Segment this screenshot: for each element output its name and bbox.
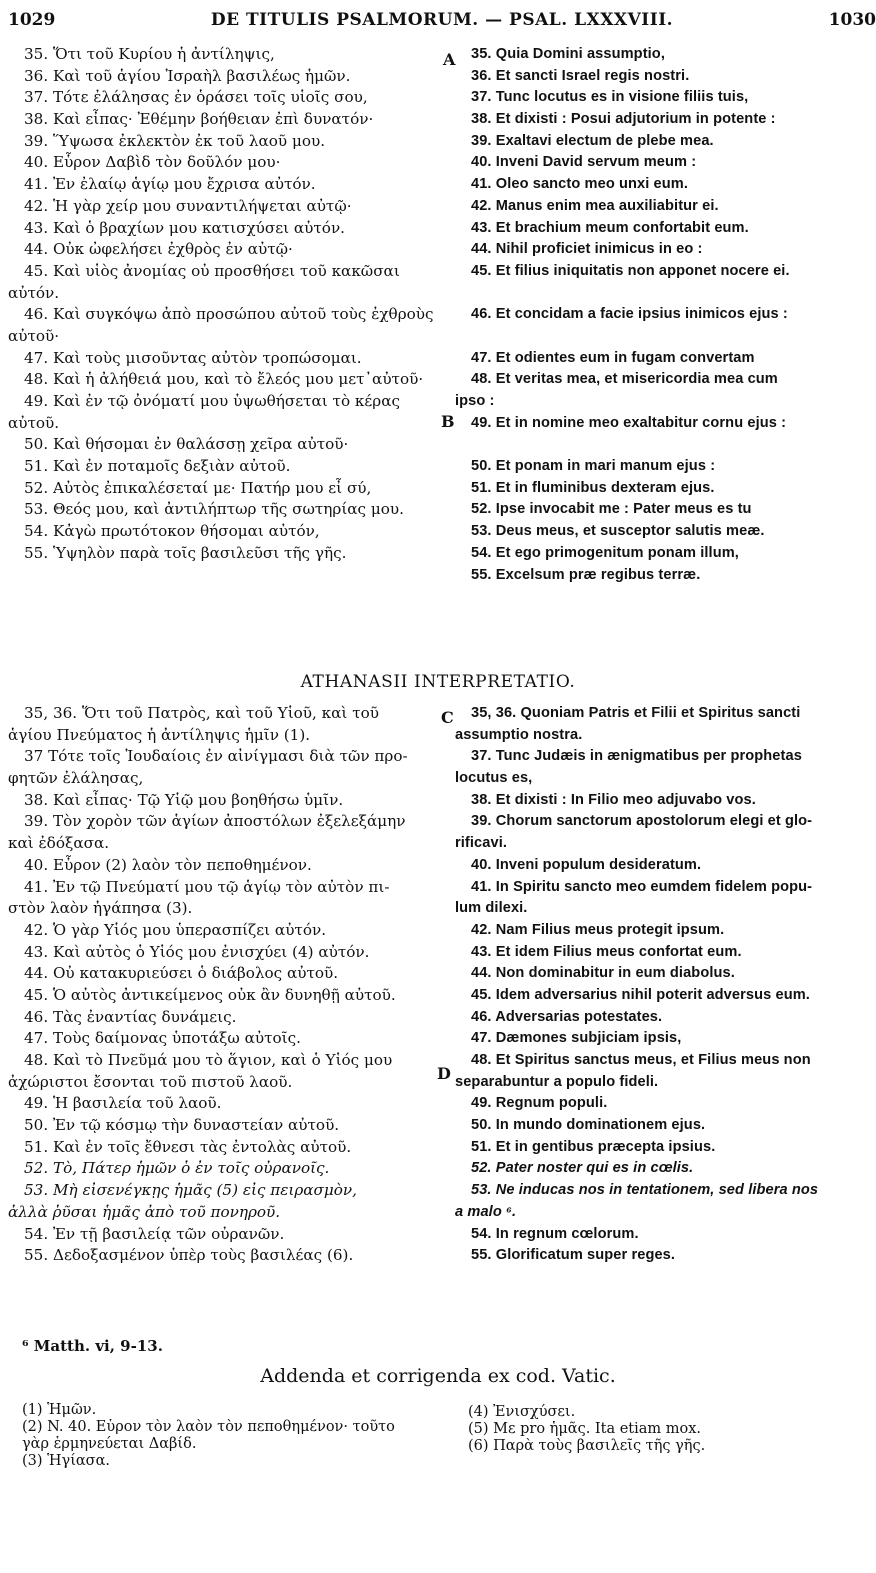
text-line: (3) Ἡγίασα. (22, 1453, 110, 1469)
text-line: 47. Dæmones subjiciam ipsis, (471, 1030, 682, 1047)
text-line: ἀλλὰ ῥῦσαι ἡμᾶς ἀπὸ τοῦ πονηροῦ. (8, 1202, 281, 1221)
page-number-right: 1030 (828, 10, 876, 30)
text-line: 35, 36. Ὅτι τοῦ Πατρὸς, καὶ τοῦ Υἱοῦ, καὶ τοῦ (24, 704, 379, 722)
text-line: 42. Nam Filius meus protegit ipsum. (471, 921, 725, 938)
text-line: 55. Ὑψηλὸν παρὰ τοῖς βασιλεῦσι τῆς γῆς. (24, 543, 347, 562)
text-line: 51. Et in gentibus præcepta ipsius. (471, 1138, 716, 1155)
text-line: 47. Et odientes eum in fugam convertam (471, 349, 755, 366)
text-line: 52. Αὐτὸς ἐπικαλέσεταί με· Πατήρ μου εἶ σύ, (24, 478, 372, 497)
text-line: 51. Καὶ ἐν ποταμοῖς δεξιὰν αὐτοῦ. (24, 457, 291, 476)
text-line: αὐτοῦ. (8, 413, 60, 432)
section-heading: ATHANASII INTERPRETATIO. (300, 672, 576, 692)
text-line (455, 434, 874, 456)
text-line: a malo ⁶. (455, 1203, 517, 1220)
text-line: 42. Ὁ γὰρ Υἱός μου ὑπερασπίζει αὐτόν. (24, 920, 327, 939)
text-line: 54. Κἀγὼ πρωτότοκον θήσομαι αὐτόν, (24, 522, 320, 541)
text-line: 53. Μὴ εἰσενέγκῃς ἡμᾶς (5) εἰς πειρασμὸν, (24, 1181, 357, 1200)
text-line: 43. Et brachium meum confortabit eum. (471, 219, 749, 236)
text-line: 40. Inveni David servum meum : (471, 154, 697, 171)
addenda-right-column (468, 1404, 868, 1455)
text-line: 55. Δεδοξασμένον ὑπὲρ τοὺς βασιλέας (6). (24, 1246, 354, 1265)
addenda-left-column (22, 1402, 442, 1470)
text-line: 37 Τότε τοῖς Ἰουδαίοις ἐν αἰνίγμασι διὰ τῶν προ- (24, 747, 408, 766)
text-line: 49. Regnum populi. (471, 1095, 608, 1112)
text-line: 45. Idem adversarius nihil poterit adversus eum. (471, 986, 810, 1003)
text-line: 50. Ἐν τῷ κόσμῳ τὴν δυναστείαν αὐτοῦ. (24, 1116, 340, 1135)
text-line: ἁγίου Πνεύματος ἡ ἀντίληψις ἡμῖν (1). (8, 725, 311, 744)
text-line: 44. Nihil proficiet inimicus in eo : (471, 241, 703, 258)
text-line: 51. Et in fluminibus dexteram ejus. (471, 479, 715, 496)
text-line: 55. Glorificatum super reges. (471, 1247, 676, 1264)
text-line: αὐτόν. (8, 283, 60, 302)
text-line: 43. Καὶ ὁ βραχίων μου κατισχύσει αὐτόν. (24, 218, 345, 237)
text-line: 48. Καὶ τὸ Πνεῦμά μου τὸ ἅγιον, καὶ ὁ Υἱός μου (24, 1051, 393, 1069)
text-line: 51. Καὶ ἐν τοῖς ἔθνεσι τὰς ἐντολὰς αὐτοῦ. (24, 1137, 352, 1156)
text-line: 50. In mundo dominationem ejus. (471, 1117, 706, 1134)
text-line: 52. Pater noster qui es in cœlis. (471, 1160, 694, 1177)
text-line: 41. In Spiritu sancto meo eumdem fidelem popu- (471, 878, 813, 895)
text-line: 37. Tunc Judæis in ænigmatibus per prophetas (471, 748, 802, 765)
text-line: 35. Ὅτι τοῦ Κυρίου ἡ ἀντίληψις, (24, 45, 275, 63)
text-line: 43. Καὶ αὐτὸς ὁ Υἱός μου ἐνισχύει (4) αὐτόν. (24, 942, 370, 961)
text-line: 38. Et dixisti : Posui adjutorium in potente : (471, 111, 776, 128)
text-line: 40. Εὗρον Δαβὶδ τὸν δοῦλόν μου· (24, 153, 281, 172)
text-line: αὐτοῦ· (8, 326, 60, 345)
text-line: 53. Θεός μου, καὶ ἀντιλήπτωρ τῆς σωτηρίας μου. (24, 500, 404, 519)
text-line: 44. Οὐκ ὠφελήσει ἐχθρὸς ἐν αὐτῷ· (24, 240, 293, 259)
text-line: 54. Et ego primogenitum ponam illum, (471, 544, 739, 561)
text-line: 40. Inveni populum desideratum. (471, 856, 702, 873)
text-line: (5) Με pro ἡμᾶς. Ita etiam mox. (468, 1421, 702, 1437)
text-line: 52. Ipse invocabit me : Pater meus es tu (471, 501, 752, 518)
text-line: 43. Et idem Filius meus confortat eum. (471, 943, 742, 960)
text-line: 48. Et veritas mea, et misericordia mea cum (471, 371, 778, 388)
text-line: 41. Ἐν ἐλαίῳ ἁγίῳ μου ἔχρισα αὐτόν. (24, 175, 316, 194)
text-line: 44. Οὐ κατακυριεύσει ὁ διάβολος αὐτοῦ. (24, 964, 339, 983)
text-line: 37. Tunc locutus es in visione filiis tuis, (471, 89, 749, 106)
text-line (455, 326, 874, 348)
text-line: 54. Ἐν τῇ βασιλείᾳ τῶν οὐρανῶν. (24, 1224, 285, 1243)
text-line: 46. Καὶ συγκόψω ἀπὸ προσώπου αὐτοῦ τοὺς ἐχθροὺς (24, 305, 434, 324)
text-line: (4) Ἐνισχύσει. (468, 1404, 576, 1420)
greek-column (8, 44, 440, 565)
text-line: ipso : (455, 393, 495, 409)
text-line: 36. Καὶ τοῦ ἁγίου Ἰσραὴλ βασιλέως ἡμῶν. (24, 66, 351, 85)
text-line: 46. Et concidam a facie ipsius inimicos ejus : (471, 306, 788, 323)
text-line: φητῶν ἐλάλησας, (8, 769, 144, 788)
text-line: γὰρ ἑρμηνεύεται Δαβίδ. (22, 1436, 197, 1452)
text-line: 41. Ἐν τῷ Πνεύματί μου τῷ ἁγίῳ τὸν αὐτὸν πι- (24, 877, 390, 896)
latin-column (455, 44, 874, 586)
text-line: 42. Ἡ γὰρ χείρ μου συναντιλήψεται αὐτῷ· (24, 196, 352, 215)
text-line (455, 283, 874, 305)
text-line: 39. Τὸν χορὸν τῶν ἁγίων ἀποστόλων ἐξελεξάμην (24, 812, 406, 831)
text-line: 35. Quia Domini assumptio, (471, 46, 665, 62)
text-line: 39. Ὕψωσα ἐκλεκτὸν ἐκ τοῦ λαοῦ μου. (24, 131, 326, 150)
margin-marker-c: C (441, 708, 454, 727)
text-line: 46. Adversarias potestates. (471, 1008, 663, 1025)
text-line: 42. Manus enim mea auxiliabitur ei. (471, 197, 719, 214)
text-line: 50. Et ponam in mari manum ejus : (471, 458, 716, 475)
text-line: locutus es, (455, 770, 533, 787)
text-line: 38. Καὶ εἶπας· Ἐθέμην βοήθειαν ἐπὶ δυνατόν· (24, 110, 374, 129)
text-line: 49. Ἡ βασιλεία τοῦ λαοῦ. (24, 1094, 222, 1113)
margin-marker-d: D (437, 1064, 451, 1083)
text-line: (6) Παρὰ τοὺς βασιλεῖς τῆς γῆς. (468, 1438, 706, 1454)
running-header (8, 10, 876, 34)
text-line: 41. Oleo sancto meo unxi eum. (471, 176, 689, 193)
addenda-heading: Addenda et corrigenda ex cod. Vatic. (260, 1365, 616, 1387)
text-line: rificavi. (455, 835, 508, 852)
text-line: 37. Τότε ἐλάλησας ἐν ὁράσει τοῖς υἱοῖς σου, (24, 88, 368, 107)
text-line: 38. Καὶ εἶπας· Τῷ Υἱῷ μου βοηθήσω ὑμῖν. (24, 790, 344, 809)
text-line: 45. Ὁ αὐτὸς ἀντικείμενος οὐκ ἂν δυνηθῇ αὐτοῦ. (24, 985, 396, 1004)
text-line: 55. Excelsum præ regibus terræ. (471, 566, 701, 583)
page-number-left: 1029 (8, 10, 56, 30)
text-line: καὶ ἐδόξασα. (8, 834, 110, 853)
footnote: ⁶ Matth. vi, 9-13. (22, 1337, 163, 1355)
latin-column (455, 703, 874, 1267)
text-line: 48. Et Spiritus sanctus meus, et Filius meus non (471, 1052, 811, 1068)
text-line: 44. Non dominabitur in eum diabolus. (471, 965, 735, 982)
text-line: 47. Τοὺς δαίμονας ὑποτάξω αὐτοῖς. (24, 1029, 301, 1048)
text-line: 52. Τὸ, Πάτερ ἡμῶν ὁ ἐν τοῖς οὐρανοῖς. (24, 1159, 330, 1178)
text-line: ἀχώριστοι ἔσονται τοῦ πιστοῦ λαοῦ. (8, 1072, 293, 1091)
text-line: 49. Et in nomine meo exaltabitur cornu ejus : (471, 414, 787, 431)
margin-marker-a: A (443, 50, 456, 69)
text-line: 36. Et sancti Israel regis nostri. (471, 67, 690, 84)
margin-marker-b: B (441, 412, 455, 431)
text-line: 35, 36. Quoniam Patris et Filii et Spiritus sancti (471, 705, 801, 721)
text-line: 47. Καὶ τοὺς μισοῦντας αὐτὸν τροπώσομαι. (24, 348, 362, 367)
text-line: separabuntur a populo fideli. (455, 1073, 659, 1090)
text-line: 54. In regnum cœlorum. (471, 1225, 639, 1242)
text-line: assumptio nostra. (455, 726, 583, 743)
text-line: lum dilexi. (455, 900, 528, 917)
text-line: 45. Et filius iniquitatis non apponet nocere ei. (471, 262, 790, 279)
text-line: 38. Et dixisti : In Filio meo adjuvabo vos. (471, 791, 756, 808)
text-line: 50. Καὶ θήσομαι ἐν θαλάσσῃ χεῖρα αὐτοῦ· (24, 435, 349, 454)
running-title: DE TITULIS PSALMORUM. — PSAL. LXXXVIII. (210, 10, 674, 30)
text-line: 40. Εὗρον (2) λαὸν τὸν πεποθημένον. (24, 855, 312, 874)
text-line: 39. Chorum sanctorum apostolorum elegi et glo- (471, 813, 813, 830)
greek-column (8, 703, 440, 1267)
text-line: 45. Καὶ υἱὸς ἀνομίας οὐ προσθήσει τοῦ κακῶσαι (24, 261, 400, 280)
text-line: στὸν λαὸν ἠγάπησα (3). (8, 899, 193, 918)
text-line: 53. Ne inducas nos in tentationem, sed libera nos (471, 1182, 819, 1199)
text-line: (1) Ἡμῶν. (22, 1402, 97, 1418)
text-line: 53. Deus meus, et susceptor salutis meæ. (471, 523, 765, 540)
text-line: 48. Καὶ ἡ ἀλήθειά μου, καὶ τὸ ἔλεός μου μετ᾽αὐτοῦ· (24, 370, 424, 389)
text-line: 49. Καὶ ἐν τῷ ὀνόματί μου ὑψωθήσεται τὸ κέρας (24, 392, 400, 410)
text-line: 39. Exaltavi electum de plebe mea. (471, 132, 714, 149)
text-line: 46. Τὰς ἐναντίας δυνάμεις. (24, 1007, 237, 1026)
text-line: (2) N. 40. Εὗρον τὸν λαὸν τὸν πεποθημένον· τοῦτο (22, 1419, 395, 1435)
